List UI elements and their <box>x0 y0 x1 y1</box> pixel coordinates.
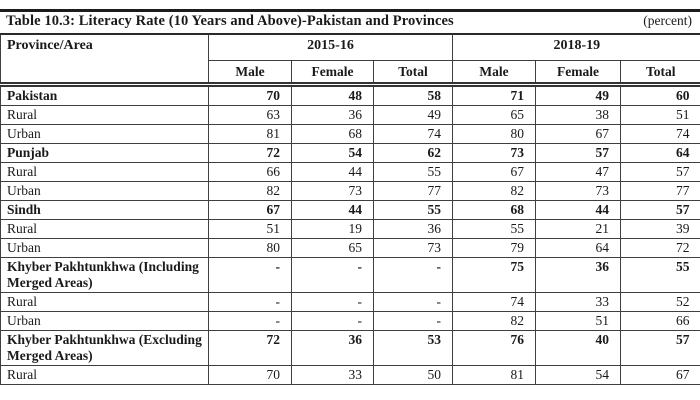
value-cell: 82 <box>209 181 292 200</box>
table-row <box>1 143 700 162</box>
value-cell: 64 <box>621 143 700 162</box>
table-row <box>1 311 700 330</box>
table-row <box>1 124 700 143</box>
value-cell: 40 <box>536 330 621 365</box>
value-cell: 76 <box>453 330 536 365</box>
row-label: Sindh <box>1 200 209 219</box>
value-cell: 73 <box>453 143 536 162</box>
row-label: Punjab <box>1 143 209 162</box>
value-cell: 36 <box>292 105 374 124</box>
value-cell: 55 <box>453 219 536 238</box>
value-cell: 54 <box>292 143 374 162</box>
table-row <box>1 200 700 219</box>
value-cell: 73 <box>536 181 621 200</box>
value-cell: 81 <box>453 365 536 384</box>
value-cell: 71 <box>453 84 536 105</box>
value-cell: 54 <box>536 365 621 384</box>
value-cell: 74 <box>453 292 536 311</box>
value-cell: 70 <box>209 365 292 384</box>
value-cell: 44 <box>292 162 374 181</box>
value-cell: 51 <box>536 311 621 330</box>
value-cell: 81 <box>209 124 292 143</box>
value-cell: 75 <box>453 257 536 292</box>
table-row <box>1 292 700 311</box>
value-cell: 64 <box>536 238 621 257</box>
row-label: Rural <box>1 162 209 181</box>
value-cell: 57 <box>621 330 700 365</box>
row-label: Rural <box>1 365 209 384</box>
value-cell: 48 <box>292 84 374 105</box>
table-row <box>1 257 700 292</box>
value-cell: 53 <box>374 330 453 365</box>
year-header-row <box>1 34 700 60</box>
value-cell: 68 <box>453 200 536 219</box>
value-cell: 82 <box>453 311 536 330</box>
value-cell: 58 <box>374 84 453 105</box>
value-cell: 66 <box>621 311 700 330</box>
value-cell: 57 <box>621 162 700 181</box>
value-cell: 80 <box>209 238 292 257</box>
value-cell: 67 <box>621 365 700 384</box>
value-cell: 55 <box>621 257 700 292</box>
value-cell: 57 <box>536 143 621 162</box>
value-cell: 44 <box>292 200 374 219</box>
table-title-bar <box>0 13 700 30</box>
top-horizontal-rule <box>0 9 700 12</box>
value-cell: - <box>292 257 374 292</box>
value-cell: 65 <box>453 105 536 124</box>
value-cell: - <box>209 257 292 292</box>
row-label: Urban <box>1 311 209 330</box>
value-cell: 55 <box>374 200 453 219</box>
value-cell: 33 <box>292 365 374 384</box>
year-group-2018-19: 2018-19 <box>453 34 700 60</box>
row-label: Pakistan <box>1 84 209 105</box>
literacy-rate-table <box>0 33 700 385</box>
table-row <box>1 238 700 257</box>
table-row <box>1 105 700 124</box>
unit-note: (percent) <box>643 13 692 28</box>
value-cell: - <box>209 311 292 330</box>
value-cell: 73 <box>374 238 453 257</box>
value-cell: - <box>374 292 453 311</box>
value-cell: 36 <box>292 330 374 365</box>
value-cell: 21 <box>536 219 621 238</box>
value-cell: 38 <box>536 105 621 124</box>
value-cell: 36 <box>374 219 453 238</box>
value-cell: 57 <box>621 200 700 219</box>
row-label: Rural <box>1 219 209 238</box>
value-cell: 62 <box>374 143 453 162</box>
value-cell: 49 <box>374 105 453 124</box>
value-cell: 68 <box>292 124 374 143</box>
value-cell: 67 <box>209 200 292 219</box>
value-cell: 49 <box>536 84 621 105</box>
value-cell: - <box>374 311 453 330</box>
value-cell: 72 <box>209 330 292 365</box>
value-cell: 73 <box>292 181 374 200</box>
value-cell: 72 <box>621 238 700 257</box>
table-row <box>1 219 700 238</box>
value-cell: 39 <box>621 219 700 238</box>
value-cell: 60 <box>621 84 700 105</box>
value-cell: 47 <box>536 162 621 181</box>
value-cell: 80 <box>453 124 536 143</box>
value-cell: 19 <box>292 219 374 238</box>
value-cell: - <box>292 292 374 311</box>
value-cell: 67 <box>536 124 621 143</box>
table-body <box>1 84 700 384</box>
col-header-total-2015: Total <box>374 60 453 84</box>
value-cell: 77 <box>374 181 453 200</box>
value-cell: - <box>374 257 453 292</box>
value-cell: 77 <box>621 181 700 200</box>
row-label: Khyber Pakhtunkhwa (Excluding Merged Areas) <box>1 330 209 365</box>
row-label: Urban <box>1 238 209 257</box>
row-label: Urban <box>1 181 209 200</box>
value-cell: 52 <box>621 292 700 311</box>
table-row <box>1 365 700 384</box>
col-header-total-2018: Total <box>621 60 700 84</box>
value-cell: 36 <box>536 257 621 292</box>
table-row <box>1 84 700 105</box>
value-cell: 74 <box>621 124 700 143</box>
table-title: Table 10.3: Literacy Rate (10 Years and Above)-Pakistan and Provinces <box>6 13 454 29</box>
row-label: Urban <box>1 124 209 143</box>
value-cell: 82 <box>453 181 536 200</box>
value-cell: 33 <box>536 292 621 311</box>
value-cell: 55 <box>374 162 453 181</box>
value-cell: 65 <box>292 238 374 257</box>
value-cell: 63 <box>209 105 292 124</box>
row-label: Khyber Pakhtunkhwa (Including Merged Areas) <box>1 257 209 292</box>
value-cell: 66 <box>209 162 292 181</box>
col-header-female-2018: Female <box>536 60 621 84</box>
col-header-male-2015: Male <box>209 60 292 84</box>
row-label: Rural <box>1 292 209 311</box>
value-cell: 44 <box>536 200 621 219</box>
table-row <box>1 162 700 181</box>
value-cell: - <box>209 292 292 311</box>
value-cell: 51 <box>209 219 292 238</box>
col-header-female-2015: Female <box>292 60 374 84</box>
table-row <box>1 181 700 200</box>
year-group-2015-16: 2015-16 <box>209 34 453 60</box>
value-cell: 67 <box>453 162 536 181</box>
value-cell: 79 <box>453 238 536 257</box>
value-cell: 70 <box>209 84 292 105</box>
value-cell: 50 <box>374 365 453 384</box>
col-header-male-2018: Male <box>453 60 536 84</box>
row-label: Rural <box>1 105 209 124</box>
value-cell: 74 <box>374 124 453 143</box>
value-cell: 51 <box>621 105 700 124</box>
value-cell: - <box>292 311 374 330</box>
corner-header-province-area: Province/Area <box>1 34 209 84</box>
table-header <box>1 34 700 84</box>
table-row <box>1 330 700 365</box>
value-cell: 72 <box>209 143 292 162</box>
